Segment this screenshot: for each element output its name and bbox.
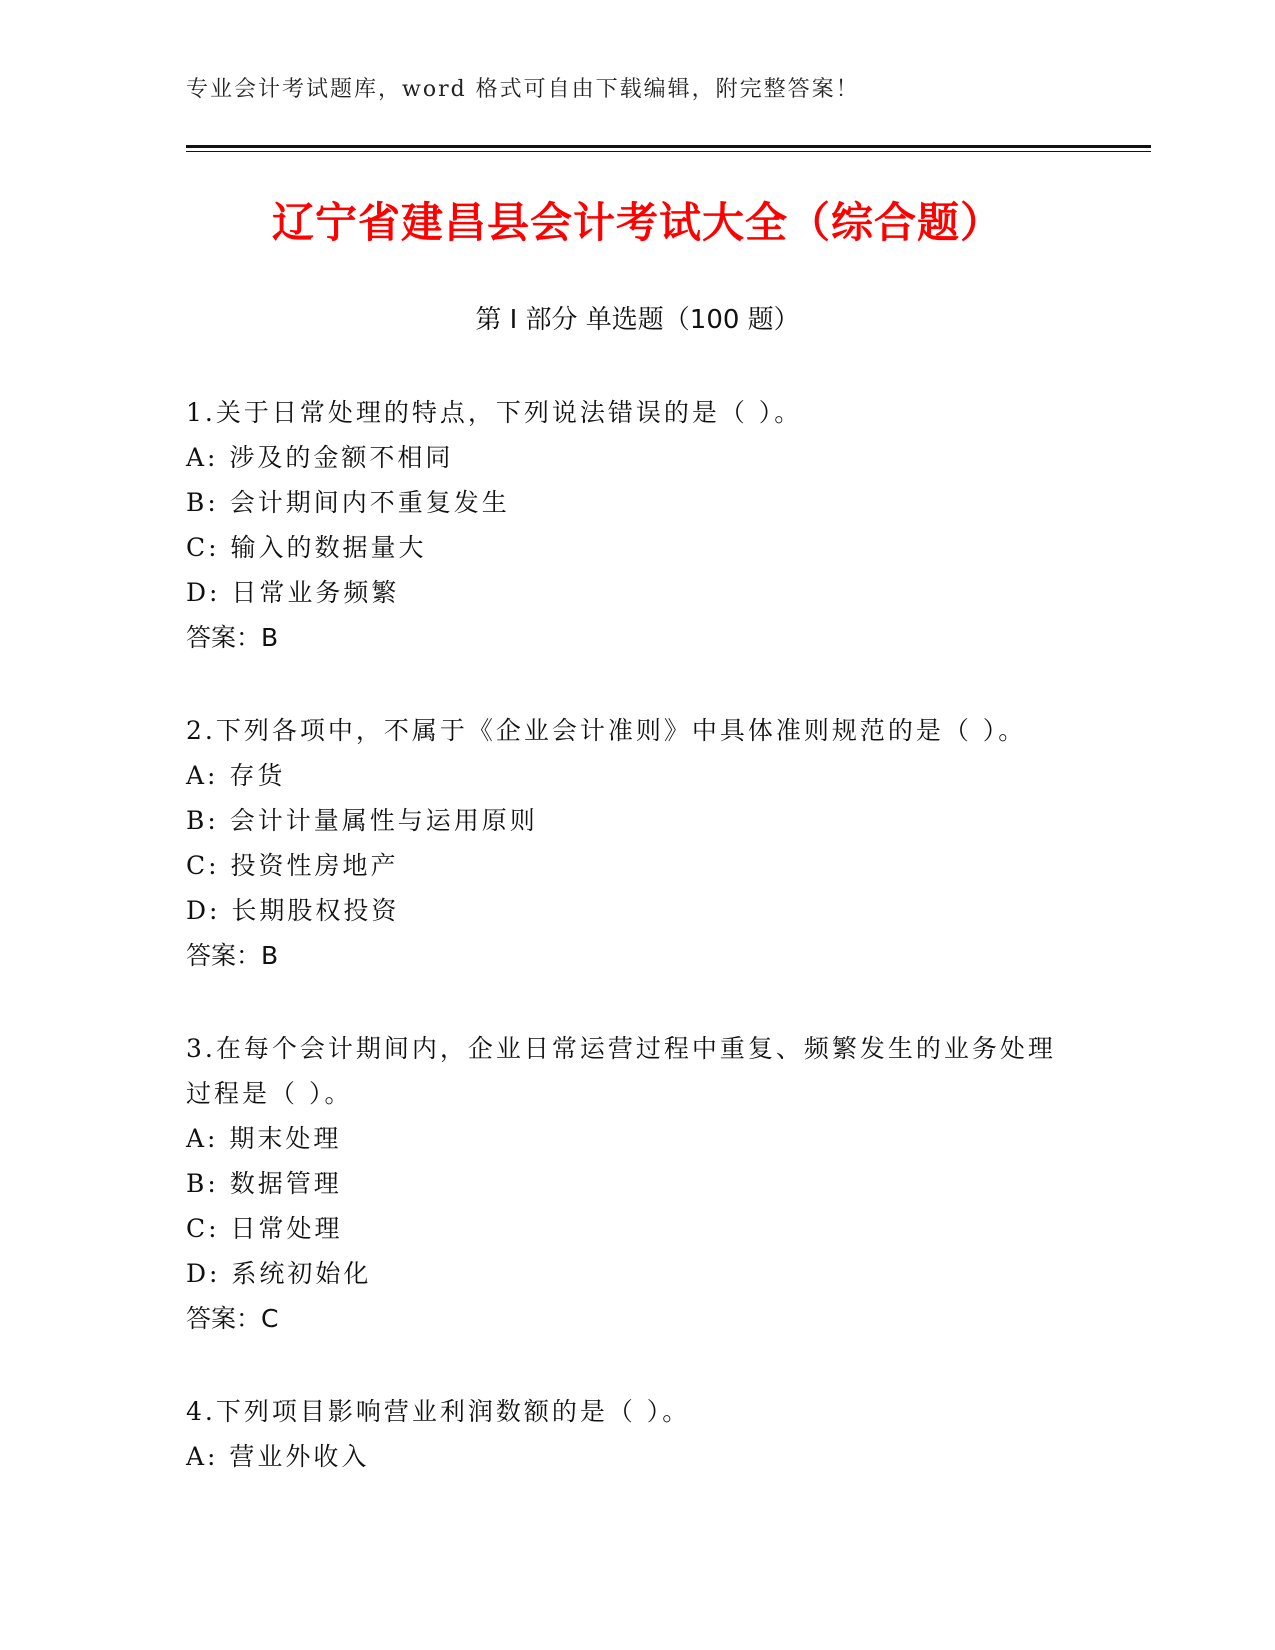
question-3 (186, 1026, 1066, 1341)
option-d: D: 系统初始化 (186, 1259, 372, 1288)
option-d: D: 日常业务频繁 (186, 578, 400, 607)
option-a: A: 涉及的金额不相同 (186, 443, 454, 472)
header-rule-thick (186, 145, 1151, 148)
section-title: 第 I 部分 单选题（100 题） (475, 305, 800, 335)
option-a: A: 营业外收入 (186, 1442, 370, 1471)
document-title: 辽宁省建昌县会计考试大全（综合题） (271, 198, 1003, 247)
question-stem: 1.关于日常处理的特点，下列说法错误的是（ ）。 (186, 398, 803, 427)
option-c: C: 日常处理 (186, 1214, 343, 1243)
question-stem: 2.下列各项中，不属于《企业会计准则》中具体准则规范的是（ ）。 (186, 716, 1027, 745)
question-list (186, 390, 1066, 1527)
question-1 (186, 390, 1066, 660)
answer: 答案：B (186, 623, 279, 652)
header-note: 专业会计考试题库，word 格式可自由下载编辑，附完整答案！ (186, 77, 860, 102)
option-b: B: 数据管理 (186, 1169, 342, 1198)
option-a: A: 期末处理 (186, 1124, 342, 1153)
answer: 答案：C (186, 1304, 279, 1333)
header-rule-thin (186, 151, 1151, 152)
option-a: A: 存货 (186, 761, 286, 790)
question-stem: 4.下列项目影响营业利润数额的是（ ）。 (186, 1397, 691, 1426)
question-2 (186, 708, 1066, 978)
question-4 (186, 1389, 1066, 1479)
option-d: D: 长期股权投资 (186, 896, 400, 925)
option-c: C: 投资性房地产 (186, 851, 399, 880)
option-b: B: 会计期间内不重复发生 (186, 488, 510, 517)
question-stem: 3.在每个会计期间内，企业日常运营过程中重复、频繁发生的业务处理过程是（ ）。 (186, 1034, 1056, 1108)
option-b: B: 会计计量属性与运用原则 (186, 806, 538, 835)
option-c: C: 输入的数据量大 (186, 533, 427, 562)
answer: 答案：B (186, 941, 279, 970)
